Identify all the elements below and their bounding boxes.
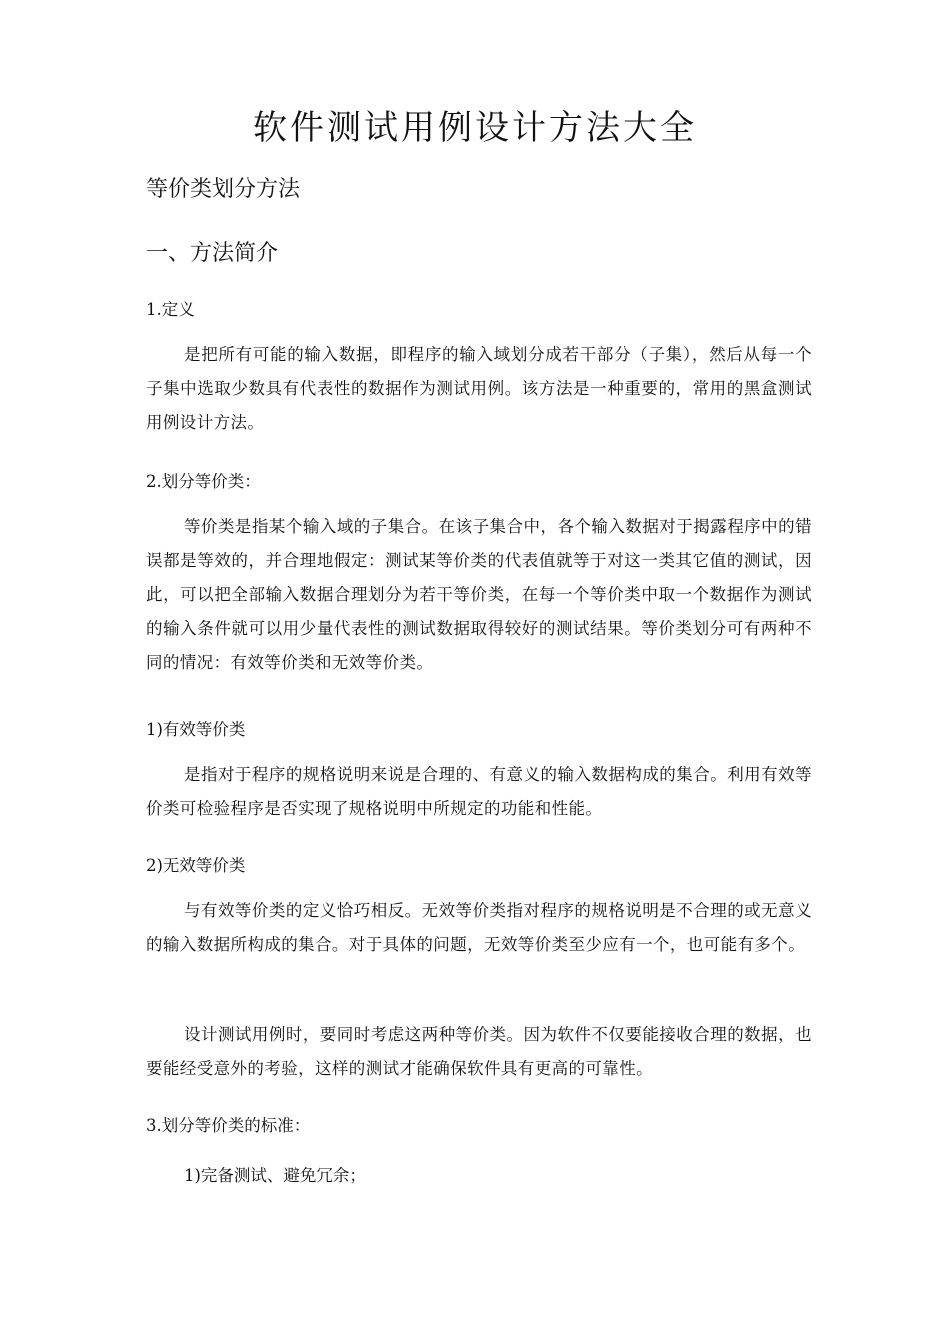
document-title: 软件测试用例设计方法大全: [253, 108, 697, 148]
paragraph-invalid-class: 与有效等价类的定义恰巧相反。无效等价类指对程序的规格说明是不合理的或无意义的输入数据所构成的集合。对于具体的问题，无效等价类至少应有一个，也可能有多个。: [146, 901, 812, 954]
heading-valid-class: 1)有效等价类: [146, 720, 246, 739]
paragraph-valid-class: 是指对于程序的规格说明来说是合理的、有意义的输入数据构成的集合。利用有效等价类可检验程序是否实现了规格说明中所规定的功能和性能。: [146, 765, 812, 818]
heading-invalid-class: 2)无效等价类: [146, 856, 246, 875]
section-title: 等价类划分方法: [146, 177, 301, 202]
heading-standard: 3.划分等价类的标准：: [146, 1116, 311, 1135]
heading-definition: 1.定义: [146, 300, 195, 319]
subsection-title: 一、方法简介: [146, 241, 279, 266]
heading-partition: 2.划分等价类：: [146, 472, 261, 491]
paragraph-design: 设计测试用例时，要同时考虑这两种等价类。因为软件不仅要能接收合理的数据，也要能经受意外的考验，这样的测试才能确保软件具有更高的可靠性。: [146, 1025, 812, 1078]
paragraph-partition: 等价类是指某个输入域的子集合。在该子集合中，各个输入数据对于揭露程序中的错误都是等效的，并合理地假定：测试某等价类的代表值就等于对这一类其它值的测试，因此，可以把全部输入数据合理划分为若干等价类，在每一个等价类中取一个数据作为测试的输入条件就可以用少量代表性的测试数据取得较好的测试结果。等价类划分可有两种不同的情况：有效等价类和无效等价类。: [146, 517, 812, 672]
paragraph-definition: 是把所有可能的输入数据，即程序的输入域划分成若干部分（子集），然后从每一个子集中选取少数具有代表性的数据作为测试用例。该方法是一种重要的，常用的黑盒测试用例设计方法。: [146, 345, 812, 432]
list-item-standard-1: 1)完备测试、避免冗余；: [184, 1166, 366, 1185]
